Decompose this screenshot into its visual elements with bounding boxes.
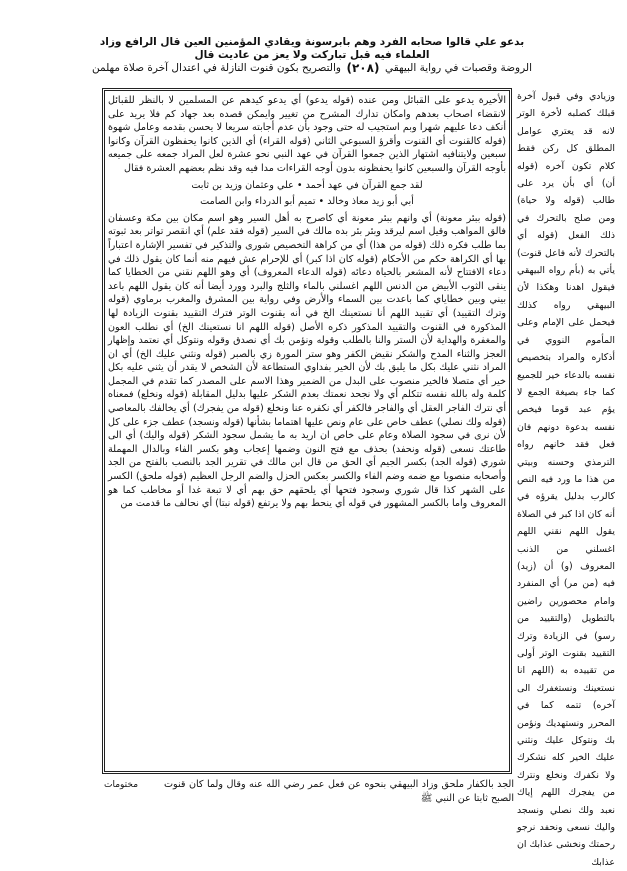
footer-line: الجد بالكفار ملحق وزاد البيهقي بنحوه عن فعل عمر رضي الله عنه وقال ولما كان قنوت الصبح ثابتا عن النبي ﷺ [164,779,514,804]
header-line-2 [92,62,532,75]
page-header [92,36,532,75]
header-line-1: بدعو علي قالوا صحابه الفرد وهم بابرسونة ويقادي المؤمنين العين قال الرافع وزاد العلماء فيه قبل تباركت ولا يعز من عاديت قال [99,36,525,61]
page-footer [104,778,514,806]
main-commentary-text [108,94,506,768]
main-paragraph: (قوله ببئر معونة) أي وانهم ببئر معونة أي كاصرح به أهل السير وهو اسم مكان بين مكة وعسفان فالق المواهب وقيل اسم ليرقد وبئر بئر بده مالك في السير (قوله فقد علم) أي انقصر تواتر بعد ثبوته بما طلب فكره ذلك (قوله من هذا) أي من كراهة التخصيص شورى والتذكير في تفسير الإشارة اعتباراً بها أي الكراهة حكم من الأحكام (قوله كان اذا كبر) أي للإحرام عش فيهم منه أنما كان يقول ذلك في دعاء الافتتاح لأنه المشعر بالحياة دعائه (قوله الدعاء المعروف) أي وهو اللهم نقني من الخطايا كما ينقى الثوب الأبيض من الدنس اللهم اغسلني بالماء والثلج والبرد وورد أيضا أنه كان يقول اللهم باعد بيني وبين خطاياي كما باعدت بين السماء والأرض وفي رواية بين المشرق والمغرب برماوي (قوله وترك التقييد) أي تقييد اللهم أنا نستعينك الخ في أنه يقنوت الوتر فترك التقييد بقنوت الزيادة لها المذكورة في القنوت والتقييد المذكور ذكره الأصل (قوله اللهم انا نستعينك الخ) أي نطلب العون والمغفرة والهداية لأن الستر والنا بالطلب وقوله ونؤمن بك أي نصدق وقوله ونتوكل أي نعتمد وإظهار العجز والثناء المدح والشكر نقيض الكفر وهو ستر المورة زي بالصبر (قوله ونثني عليك الخ) أي ان المراد نثني عليك بكل ما يليق بك لأن الخير بفداوي الستطاعة لأن الشخص لا يقدر أن يثني عليه بكل خير أي متصلا فالخير منصوب على البدل من الضمير وهذا الاسم على المصدر كما تقدم في المجمل كلمة وله بالله نفسه تتكلم أي ولا نجحد نعمتك بعدم الشكر عليها بدليل المقابلة (قوله ونخلع) فمعناه أي نترك الفاجر العقل أي والفاجر فالكفر أي نكفره عنا ونخلع (قوله من يفجرك) أي يخالفك بالمعاصي (قوله ولك نصلي) عطف خاص على عام ونص عليها اهتماما بشأنها (قوله ونسجد) عطف جزء على كل لأن نرى في سجود الصلاة وعام على خاص ان اريد به ما يشمل سجود الشكر (قوله واليك) أي الى طاعتك نسعى (قوله ونحفد) بحذف مع فتح النون وضمها إعجاب وهو بكسر الفاء وبالدال المهملة شوري (قوله الجد) بكسر الجيم أي الحق من قال ابن مالك في تقرير الجد بالنصب بالفتح من الجد وأصحابه منصوبا مع ضمه وضم الفاء والكسر بعكس الحزل والضم الرجل العظيم (قوله ملحق) الكسر على الشهر كذا قال شوري وسجود فتحها أي يلحقهم حق بهم أي لا تبعة غدا أو مخاطب كما هو المعروف واما بالكسر المشهور في قوله أي ينحط بهم ولا يرتفع (قوله نبتا) أي نحالف ما قدمت من [108,212,506,510]
header-left-text: والتصريح بكون قنوت النازلة في اعتدال آخرة صلاة مهلمن [92,62,341,74]
margin-matn-text: وزيادي وفي قبول آخرة قبلك كصلبه لأخرة الوتر لانه قد يعتري عوامل المطلق كل ركن فقط كلام تكون آخره (قوله أن) أي بأن يرد على طالب (قوله ولا حياة) ومن صلح بالتحرك في ذلك الفعل (قوله أي بالتحرك لأنه فاعل قنوت) يأتي به (بأم رواه البيهقي فيقول اهدنا وهكذا لأن البيهقي رواه كذلك فيحمل على الإمام وعلى المأموم النووي في أذكاره والمراد بتخصيص نفسه بالدعاء خير للجميع كما جاء بصيغة الجمع لا يؤم عبد قوما فيخص نفسه بدعوة دونهم فان فعل فقد خانهم رواه الترمذي وحسنه وبيتي من هذا ما ورد فيه النص كالرب بدليل يقرؤه في أنه كان اذا كبر في الصلاة يقول اللهم نقني اللهم اغسلني من الذنب المعروف (و) أن (زيد) فيه (من مر) أي المنفرد وامام محصورين راضين بالتطويل (والتقييد من رسو) في الزيادة وترك التقييد بقنوت الوتر أولى من تقييده به (اللهم انا نستعينك ونستغفرك الى آخره) تتمه كما في المحرر ونستهديك ونؤمن بك ونتوكل عليك ونثني عليك الخير كله نشكرك ولا نكفرك ونخلع ونترك من يفجرك اللهم إياك نعبد ولك نصلي ونسجد واليك نسعى ونحفد نرجو رحمتك ونخشى عذابك ان عذابك [517,91,615,868]
header-right-text: الروضة وقصبات في رواية البيهقي [384,62,532,74]
footer-signature: مختومات [104,780,139,790]
page-number: (٢٠٨) [346,61,380,75]
poem-line: لقد جمع القرآن في عهد أحمد • علي وعثمان وزيد بن ثابت [191,179,423,191]
main-paragraph: الأخيرة يدعو على القبائل ومن عنده (قوله يدعو) أي يدعو كيدهم عن المسلمين لا بالنظر للقبائل لانقضاء اصحاب بعدهم وامكان تدارك المشرح من تغيير وايمكن قصده بعد جهاد كم فلا يريد على أنكف دعا عليهم شهرا وبم استجيب له حتى وجود بأن عدم أجابته سريعا لا يحسن بقدمه وعامل شهوة (قوله كالقنوت أي القنوت وأقرؤ السبوعي الثاني (قوله القراء) أي الذين كانوا يحفظون القرآن وكانوا سبعين ولايتنافيه اشتهار الذين جمعوا القرآن في عهد النبي نحو عشرة لعل المراد جمعه على جميعه بأوجه القرآن والسبعين كانوا يحفظونه بدون أوجه القراءات مدا فيه وقد نظم بعضهم العشرة فقال [108,95,506,174]
poem-line: أبي أبو زيد معاذ وخالد • تميم أبو الدرداء وابن الصامت [200,196,414,208]
